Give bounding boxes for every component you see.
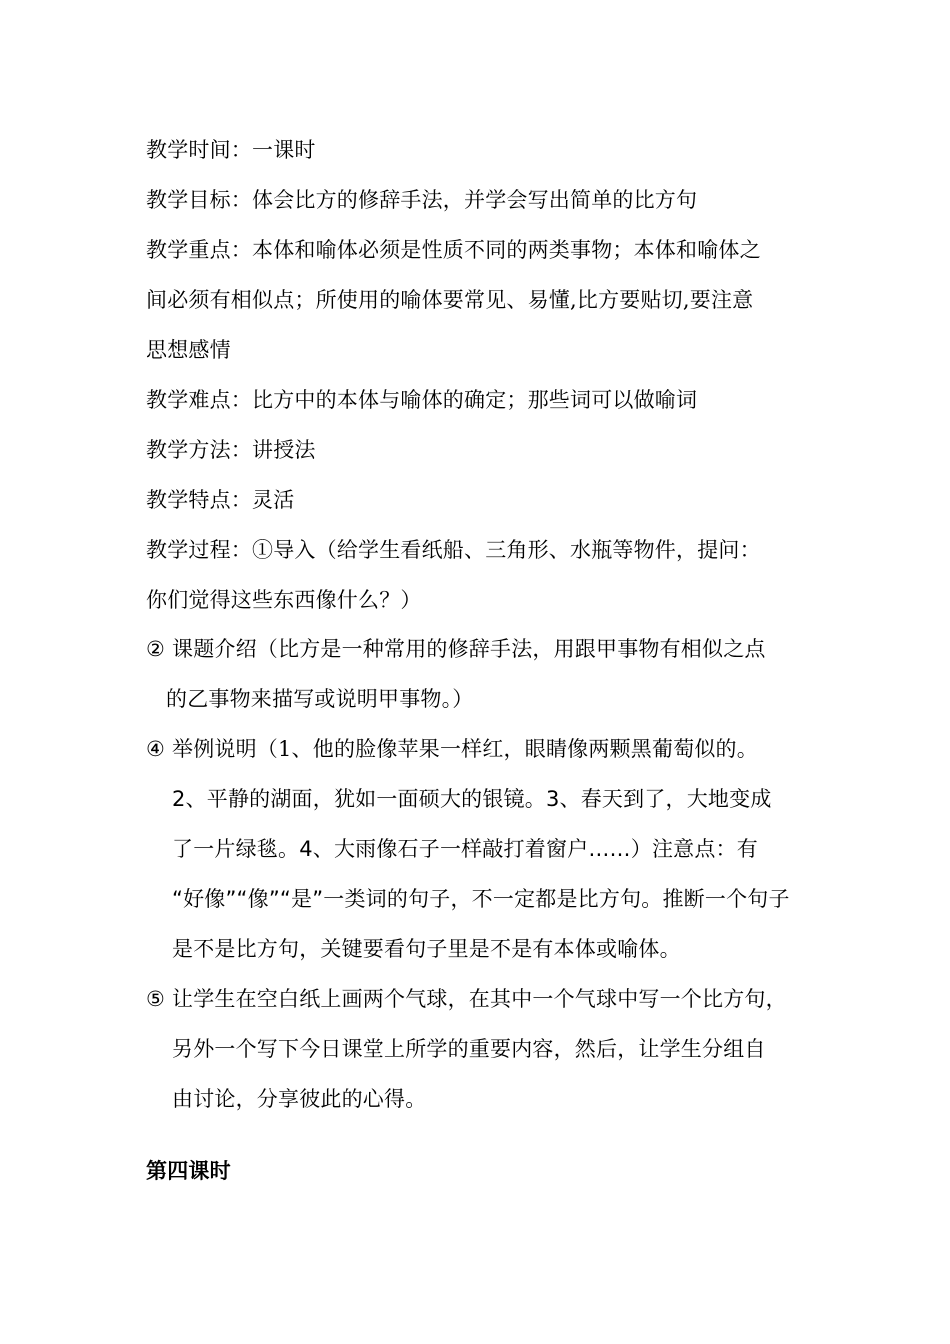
info-value: ①导入（给学生看纸船、三角形、水瓶等物件，提问： xyxy=(252,538,761,562)
step-5-line-3: 由讨论，分享彼此的心得。 xyxy=(172,1087,427,1111)
step-number: ② xyxy=(146,637,166,661)
key-points-continued-2: 思想感情 xyxy=(146,338,231,362)
info-value: 本体和喻体必须是性质不同的两类事物；本体和喻体之 xyxy=(252,238,761,262)
step-text: 课题介绍（比方是一种常用的修辞手法，用跟甲事物有相似之点 xyxy=(172,637,766,661)
info-time xyxy=(146,136,316,164)
info-label: 教学特点： xyxy=(146,488,252,512)
info-feature xyxy=(146,486,294,514)
info-label: 教学时间： xyxy=(146,138,252,162)
step-5-line-2: 另外一个写下今日课堂上所学的重要内容，然后，让学生分组自 xyxy=(172,1037,766,1061)
step-4-line-1 xyxy=(146,735,758,763)
key-points-continued-1: 间必须有相似点；所使用的喻体要常见、易懂,比方要贴切,要注意 xyxy=(146,288,754,312)
step-number: ④ xyxy=(146,737,166,761)
info-label: 教学难点： xyxy=(146,388,252,412)
step-2-line-2: 的乙事物来描写或说明甲事物。） xyxy=(166,687,474,711)
step-5-line-1 xyxy=(146,985,787,1013)
info-label: 教学重点： xyxy=(146,238,252,262)
process-continued: 你们觉得这些东西像什么？） xyxy=(146,588,422,612)
info-value: 比方中的本体与喻体的确定；那些词可以做喻词 xyxy=(252,388,698,412)
info-value: 一课时 xyxy=(252,138,316,162)
step-4-line-4: “好像”“像”“是”一类词的句子，不一定都是比方句。推断一个句子 xyxy=(172,887,790,911)
step-4-line-5: 是不是比方句，关键要看句子里是不是有本体或喻体。 xyxy=(172,937,681,961)
step-4-line-3: 了一片绿毯。4、大雨像石子一样敲打着窗户……）注意点：有 xyxy=(172,837,758,861)
step-2-line-1 xyxy=(146,635,766,663)
info-goal xyxy=(146,186,697,214)
step-number: ⑤ xyxy=(146,987,166,1011)
step-text: 让学生在空白纸上画两个气球，在其中一个气球中写一个比方句， xyxy=(172,987,787,1011)
info-method xyxy=(146,436,316,464)
info-value: 灵活 xyxy=(252,488,295,512)
info-label: 教学过程： xyxy=(146,538,252,562)
info-value: 体会比方的修辞手法，并学会写出简单的比方句 xyxy=(252,188,698,212)
info-label: 教学目标： xyxy=(146,188,252,212)
step-4-line-2: 2、平静的湖面，犹如一面硕大的银镜。3、春天到了，大地变成 xyxy=(172,787,772,811)
info-key-points xyxy=(146,236,761,264)
step-text: 举例说明（1、他的脸像苹果一样红，眼睛像两颗黑葡萄似的。 xyxy=(172,737,758,761)
info-label: 教学方法： xyxy=(146,438,252,462)
info-value: 讲授法 xyxy=(252,438,316,462)
next-section-heading: 第四课时 xyxy=(146,1158,231,1183)
info-difficulty xyxy=(146,386,697,414)
info-process xyxy=(146,536,761,564)
